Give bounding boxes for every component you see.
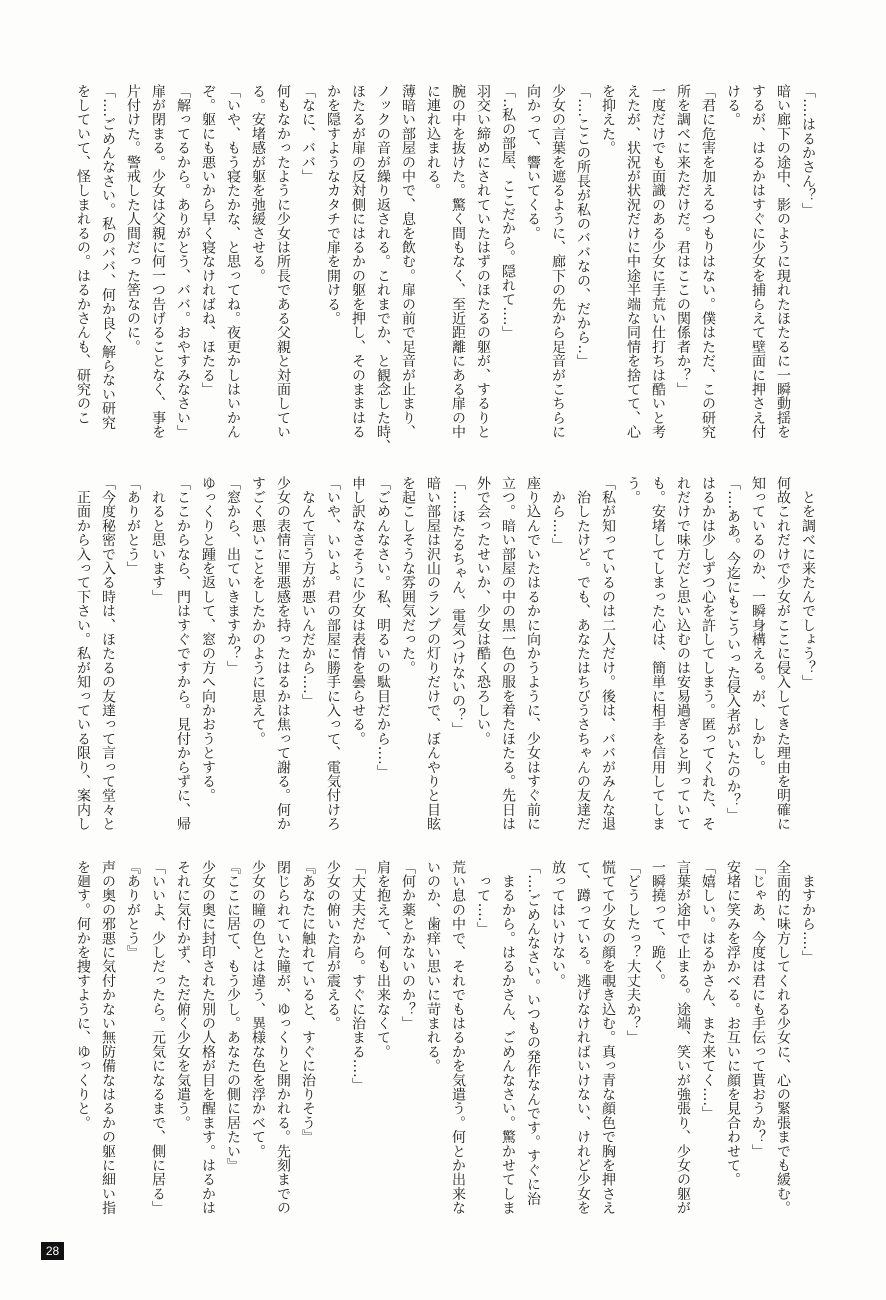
text-column: 「何か薬とかないのか？」 [400, 860, 415, 1031]
text-column: 荒い息の中で、それでもはるかを気遣う。何とか出来な [450, 860, 465, 1215]
text-column: 座り込んでいたはるかに向かうように、少女はすぐ前に [525, 476, 540, 831]
text-block-bottom [68, 860, 820, 1218]
text-column: 肩を抱えて、何も出来なくて。 [375, 860, 390, 1059]
text-column: 『ありがとう』 [125, 860, 140, 960]
text-column: なんて言う方が悪いんだから‥‥」 [300, 476, 315, 709]
text-column: 外で会ったせいか、少女は酷く恐ろしい。 [475, 476, 490, 746]
text-column: 「ごめんなさい。私、明るいの駄目だから‥‥」 [375, 476, 390, 780]
text-column: 少女の瞳の色とは違う、異様な色を浮かべて。 [250, 860, 265, 1159]
text-column: 申し訳なさそうに少女は表情を曇らせる。 [350, 476, 365, 746]
text-column: を抑えた。 [600, 84, 615, 155]
text-column: う。 [625, 476, 640, 505]
text-column: 「窓から、出ていきますか？」 [225, 476, 240, 675]
text-column: 「君に危害を加えるつもりはない。僕はただ、この研究 [700, 84, 715, 439]
text-column: 言葉が途中で止まる。途端、笑いが強張り、少女の躯が [675, 860, 690, 1215]
text-column: するが、はるかはすぐに少女を捕らえて壁面に押さえ付 [750, 84, 765, 439]
text-column: 放ってはいけない。 [550, 860, 565, 988]
text-column: 閉じられていた瞳が、ゆっくりと開かれる。先刻までの [275, 860, 290, 1215]
text-column: 暗い部屋は沢山のランプの灯りだけで、ぼんやりと目眩 [425, 476, 440, 831]
text-column: 暗い廊下の途中、影のように現れたほたるに一瞬動揺を [775, 84, 790, 439]
text-column: 「大丈夫だから。すぐに治まる‥‥」 [350, 860, 365, 1093]
text-column: かを隠すようなカタチで扉を開ける。 [325, 84, 340, 326]
text-column: る。安堵感が躯を弛緩させる。 [250, 84, 265, 283]
text-column: れると思います」 [150, 476, 165, 604]
text-column: 少女の表情に罪悪感を持ったはるかは焦って謝る。何か [275, 476, 290, 831]
text-column: いのか、歯痒い思いに苛まれる。 [425, 860, 440, 1073]
text-column: 「‥‥ごめんなさい。私のババ、何か良く解らない研究 [100, 84, 115, 430]
text-column: 「今度秘密で入る時は、ほたるの友達って言って堂々と [100, 476, 115, 831]
text-column: ほたるが扉の反対側にはるかの躯を押し、そのままはる [350, 84, 365, 439]
text-column: 少女の俯いた肩が震える。 [325, 860, 340, 1031]
text-column: 正面から入って下さい。私が知っている限り、案内し [75, 476, 90, 831]
text-column: を起こしそうな雰囲気だった。 [400, 476, 415, 675]
text-column: すごく悪いことをしたかのように思えて。 [250, 476, 265, 746]
text-column: て、蹲っている。逃げなければいけない、けれど少女を [575, 860, 590, 1215]
text-column: 「ありがとう」 [125, 476, 140, 576]
text-column: えたが、状況が状況だけに中途半端な同情を捨てて、心 [625, 84, 640, 439]
text-column: 少女の言葉を遮るように、廊下の先から足音がこちらに [550, 84, 565, 439]
text-column: 「いいよ、少しだったら。元気になるまで、側に居る」 [150, 860, 165, 1215]
text-column: をしていて、怪しまれるの。はるかさんも、研究のこ [75, 84, 90, 425]
text-column: から‥‥」 [550, 476, 565, 552]
page-number: 28 [41, 1242, 64, 1260]
text-column: 「ここからなら、門はすぐですから。見付からずに、帰 [175, 476, 190, 831]
text-column: 知っているのか、一瞬身構える。が、しかし。 [750, 476, 765, 775]
text-column: 治したけど。でも、あなたはちびうさちゃんの友達だ [575, 476, 590, 831]
text-column: 「‥‥ここの所長が私のババなの、だから‥」 [575, 84, 590, 369]
text-column: 腕の中を抜けた。驚く間もなく、至近距離にある扉の中 [450, 84, 465, 439]
text-column: ける。 [725, 84, 740, 127]
text-column: 「嬉しい。はるかさん、また来てく‥‥」 [700, 860, 715, 1121]
text-column: 安堵に笑みを浮かべる。お互いに顔を見合わせて。 [725, 860, 740, 1187]
text-column: 立つ。暗い部屋の中の黒一色の服を着たほたる。先日は [500, 476, 515, 831]
text-column: 所を調べに来ただけだ。君はここの関係者か？」 [675, 84, 690, 397]
text-column: 薄暗い部屋の中で、息を飲む。扉の前で足音が止まり、 [400, 84, 415, 439]
text-column: 片付けた。警戒した人間だった筈なのに。 [125, 84, 140, 354]
text-column: ノックの音が繰り返される。これまでか、と観念した時、 [375, 84, 390, 454]
text-column: 「‥私の部屋、ここだから。隠れて‥‥」 [500, 84, 515, 340]
text-column: に連れ込まれる。 [425, 84, 440, 198]
text-column: 「いや、いいよ。君の部屋に勝手に入って、電気付けろ [325, 476, 340, 831]
text-column: ゆっくりと踵を返して、窓の方へ向かおうとする。 [200, 476, 215, 803]
text-block-middle [68, 476, 820, 834]
text-column: 「どうしたっ？大丈夫か？」 [625, 860, 640, 1045]
text-column: まるから。はるかさん、ごめんなさい。驚かせてしま [500, 860, 515, 1215]
text-column: 一瞬撓って、跪く。 [650, 860, 665, 988]
text-column: も。安堵してしまった心は、簡単に相手を信用してしま [650, 476, 665, 831]
text-column: 『ここに居て、もう少し。あなたの側に居たい』 [225, 860, 240, 1173]
text-column: 扉が閉まる。少女は父親に何一つ告げることなく、事を [150, 84, 165, 439]
text-column: 羽交い締めにされていたはずのほたるの躯が、するりと [475, 84, 490, 439]
text-column: れだけで味方だと思い込むのは安易過ぎると判っていて [675, 476, 690, 831]
text-column: 「なに、ババ」 [300, 84, 315, 184]
text-column: 何もなかったように少女は所長である父親と対面してい [275, 84, 290, 439]
text-column: 一度だけでも面識のある少女に手荒い仕打ちは酷いと考 [650, 84, 665, 439]
text-column: 声の奥の邪悪に気付かない無防備なはるかの躯に細い指 [100, 860, 115, 1215]
text-column: って‥‥」 [475, 860, 490, 936]
text-column: 何故これだけで少女がここに侵入してきた理由を明確に [775, 476, 790, 831]
text-column: 「解ってるから。ありがとう、ババ。おやすみなさい」 [175, 84, 190, 439]
text-column: それに気付かず、ただ俯く少女を気遣う。 [175, 860, 190, 1130]
text-column: を廻す。何かを捜すように、ゆっくりと。 [75, 860, 90, 1130]
text-column: 全面的に味方してくれる少女に、心の緊張までも緩む。 [775, 860, 790, 1215]
text-column: 『あなたに触れていると、すぐに治りそう』 [300, 860, 315, 1144]
text-column: 「いや、もう寝たかな、と思ってね。夜更かしはいかん [225, 84, 240, 439]
text-column: 「‥‥はるかさん？」 [800, 84, 815, 217]
text-column: 「‥‥ほたるちゃん、電気つけないの？」 [450, 476, 465, 737]
text-column: 「じゃあ、今度は君にも手伝って貰おうか？」 [750, 860, 765, 1159]
text-column: 少女の奥に封印された別の人格が目を醒ます。はるかは [200, 860, 215, 1215]
text-block-top [68, 84, 820, 454]
text-column: はるかは少しずつ心を許してしまう。匿ってくれた、そ [700, 476, 715, 831]
text-column: ますから‥‥」 [800, 860, 815, 965]
text-column: 「‥‥ああ。今迄にもこういった侵入者がいたのか？」 [725, 476, 740, 822]
text-column: とを調べに来たんでしょう？」 [800, 476, 815, 689]
text-column: ぞ。躯にも悪いから早く寝なければね、ほたる」 [200, 84, 215, 397]
text-column: 「私が知っているのは二人だけ。後は、ババがみんな退 [600, 476, 615, 831]
text-column: 「‥‥ごめんなさい。いつもの発作なんです。すぐに治 [525, 860, 540, 1206]
text-column: 慌てて少女の顔を覗き込む。真っ青な顔色で胸を押さえ [600, 860, 615, 1215]
text-column: 向かって、響いてくる。 [525, 84, 540, 241]
